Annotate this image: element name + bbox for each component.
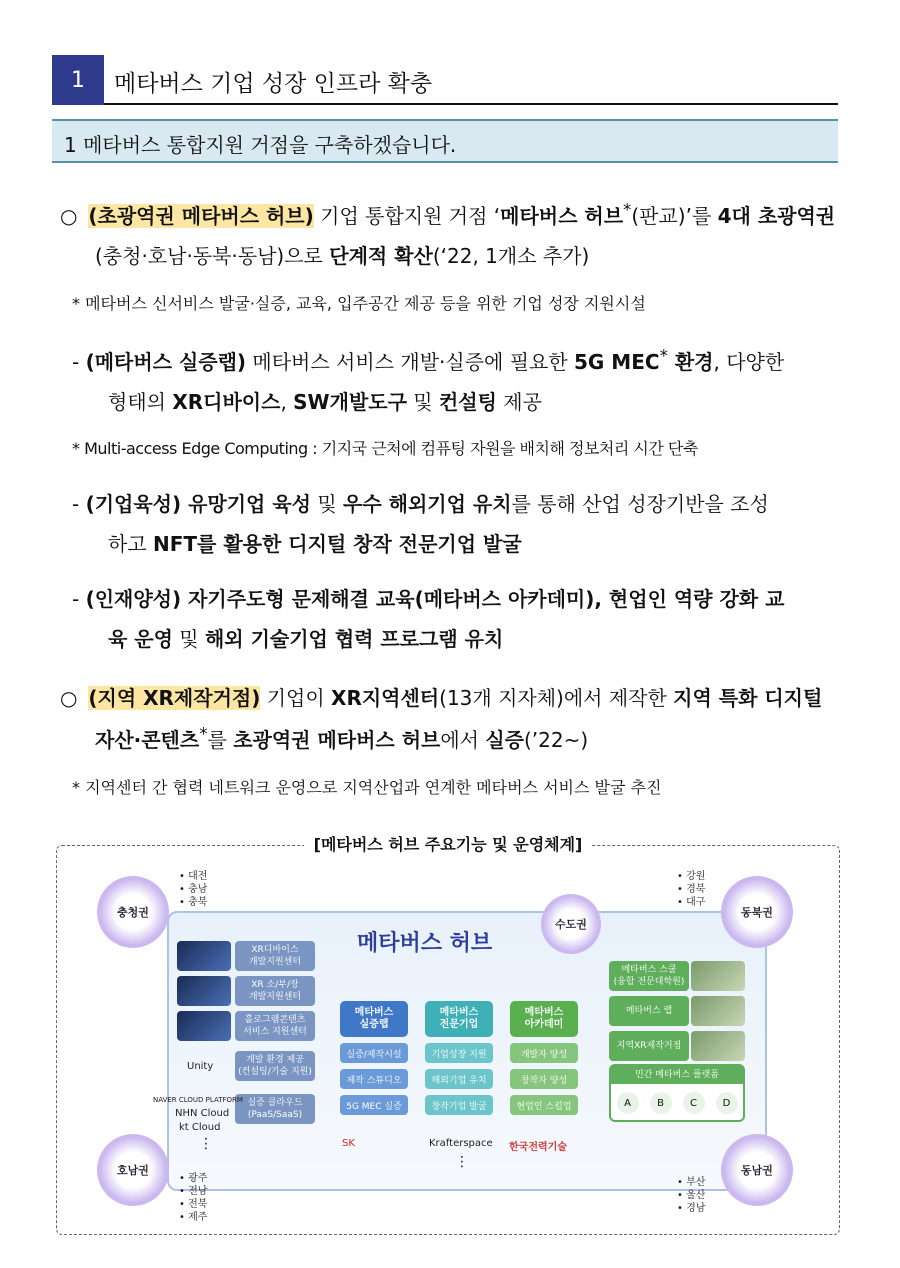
bold-text: 우수 해외기업 유치 [343,492,512,516]
dash-item-2-line-2 [108,528,522,557]
column-lab-item: 실증/제작시설 [340,1043,408,1063]
dash-item-2-line-1: - (기업육성) 유망기업 육성 및 우수 해외기업 유치를 통해 산업 성장기반을 조성 [72,492,769,516]
partner-unity: Unity [187,1061,214,1072]
hub-figure [56,835,840,1235]
region-list-dongnam: • 부산 • 울산 • 경남 [677,1177,706,1214]
partner-sk: SK [342,1138,355,1149]
ellipsis-left: ⋮ [199,1136,213,1152]
footnote-2: * Multi-access Edge Computing : 기지국 근처에 컴퓨팅 자원을 배치해 정보처리 시간 단축 [72,439,698,458]
text: 기업 통합지원 거점 ‘ [313,204,501,228]
text: 하고 [108,532,153,556]
platform-head: 민간 메타버스 플랫폼 [611,1066,743,1084]
platform-cell: D [716,1092,738,1114]
dash-item-3-line-2 [108,623,503,652]
paragraph-1-line-2 [95,240,589,269]
text: 를 통해 산업 성장기반을 조성 [511,492,769,516]
bold-text: (인재양성) 자기주도형 문제해결 교육 [85,587,415,611]
partner-nhn: NHN Cloud [175,1108,230,1119]
text: 기업이 [260,686,332,710]
bold-text: 해외 기술기업 협력 프로그램 유치 [204,627,504,651]
school-image [691,961,745,991]
bullet-circle-icon: ○ [60,686,78,710]
bold-text: SW개발도구 [293,390,407,414]
section-title: 메타버스 기업 성장 인프라 확충 [114,71,433,97]
column-companies-head: 메타버스 전문기업 [425,1001,493,1037]
dash-item-1-line-1: - (메타버스 실증랩) 메타버스 서비스 개발·실증에 필요한 5G MEC* 환경, 다양한 [72,346,785,374]
column-lab [340,1001,408,1115]
section-header [52,55,838,105]
text: 및 [172,627,205,651]
text: (충청·호남·동북·동남)으로 [95,244,330,268]
bold-text: , 현업인 역량 강화 교 [594,587,785,611]
bold-text: NFT를 활용한 디지털 창작 전문기업 발굴 [153,532,522,556]
column-companies-item: 기업성장 지원 [425,1043,493,1063]
paragraph-1-line-1: ○ (초광역권 메타버스 허브) 기업 통합지원 거점 ‘메타버스 허브*(판교)’를 4대 초광역권 [60,200,836,228]
bold-text: 4대 초광역권 [717,204,836,228]
platform-cell: C [683,1092,705,1114]
bold-text: 컨설팅 [438,390,497,414]
ellipsis-bottom: ⋮ [455,1154,469,1170]
paragraph-2-line-2: 자산·콘텐츠*를 초광역권 메타버스 허브에서 실증(’22~) [95,724,589,752]
bold-text: 육 운영 [108,627,173,651]
text: , [280,390,294,414]
bold-text: 초광역권 메타버스 허브 [233,728,441,752]
region-dongbuk: 동북권 [721,876,793,948]
text: 제공 [496,390,542,414]
dash-item-1-line-2 [108,386,542,415]
column-lab-head: 메타버스 실증랩 [340,1001,408,1037]
left-box-1: XR디바이스 개발지원센터 [235,941,315,971]
highlight-text: (초광역권 메타버스 허브) [88,204,314,228]
column-lab-item: 5G MEC 실증 [340,1095,408,1115]
region-sudo: 수도권 [541,894,601,954]
xr-parts-image [177,976,231,1006]
column-academy-head: 메타버스 아카데미 [510,1001,578,1037]
text: (판교)’를 [631,204,718,228]
footnote-1: * 메타버스 신서비스 발굴·실증, 교육, 입주공간 제공 등을 위한 기업 성장 지원시설 [72,294,646,313]
column-companies-item: 창작기업 발굴 [425,1095,493,1115]
bold-text: (기업육성) 유망기업 육성 [85,492,311,516]
text: 에서 [440,728,486,752]
column-companies-item: 해외기업 유치 [425,1069,493,1089]
text: (’22~) [524,728,589,752]
bold-text: (메타버스 실증랩) [85,350,247,374]
bold-text: 실증 [485,728,524,752]
platform-cell: A [617,1092,639,1114]
bold-text: 지역 특화 디지털 [673,686,823,710]
text: (13개 지자체)에서 제작한 [439,686,674,710]
bold-text: 메타버스 허브 [500,204,624,228]
text: , 다양한 [713,350,785,374]
region-dongnam: 동남권 [721,1134,793,1206]
subsection-header [52,119,838,163]
private-platform [609,1064,745,1122]
column-academy [510,1001,578,1115]
partner-naver: NAVER CLOUD PLATFORM [153,1096,243,1104]
region-chungcheong: 충청권 [97,876,169,948]
highlight-text: (지역 XR제작거점) [88,686,261,710]
right-box-3: 지역XR제작거점 [609,1031,689,1061]
lab-image [691,996,745,1026]
column-academy-item: 개발자 양성 [510,1043,578,1063]
bold-text: XR지역센터 [331,686,440,710]
xr-device-image [177,941,231,971]
text: 및 [311,492,344,516]
column-academy-item: 현업인 스킬업 [510,1095,578,1115]
platform-cell: B [650,1092,672,1114]
bold-text: 단계적 확산 [329,244,433,268]
region-list-honam: • 광주 • 전남 • 전북 • 제주 [179,1173,208,1223]
bold-text: 5G MEC [574,350,660,374]
right-box-1: 메타버스 스쿨 (융합 전문대학원) [609,961,689,991]
bullet-circle-icon: ○ [60,204,78,228]
partner-kepco: 한국전력기술 [509,1142,567,1153]
figure-caption: [메타버스 허브 주요기능 및 운영체계] [304,835,593,854]
bold-text: 자산·콘텐츠 [95,728,200,752]
left-box-2: XR 소/부/장 개발지원센터 [235,976,315,1006]
right-box-2: 메타버스 랩 [609,996,689,1026]
column-lab-item: 제작 스튜디오 [340,1069,408,1089]
text: 를 [207,728,234,752]
region-list-chungcheong: • 대전 • 충남 • 충북 [179,871,208,908]
region-list-dongbuk: • 강원 • 경북 • 대구 [677,871,706,908]
bold-text: (메타버스 아카데미) [414,587,595,611]
text: 및 [406,390,439,414]
left-box-4: 개발 환경 제공 (컨설팅/기술 지원) [235,1051,315,1081]
section-number: 1 [52,55,104,105]
region-honam: 호남권 [97,1134,169,1206]
figure-caption-wrapper [57,832,839,855]
text: (‘22, 1개소 추가) [432,244,590,268]
text: 메타버스 서비스 개발·실증에 필요한 [246,350,575,374]
partner-krafterspace: Krafterspace [429,1138,493,1149]
subsection-title: 1 메타버스 통합지원 거점을 구축하겠습니다. [64,133,457,157]
left-box-5: 실증 클라우드 (PaaS/SaaS) [235,1094,315,1124]
xr-center-image [691,1031,745,1061]
text: 형태의 [108,390,173,414]
partner-kt: kt Cloud [179,1122,221,1133]
paragraph-2-line-1 [60,682,822,711]
footnote-3: * 지역센터 간 협력 네트워크 운영으로 지역산업과 연계한 메타버스 서비스 발굴 추진 [72,778,662,797]
bold-text: XR디바이스 [172,390,281,414]
dash-item-3-line-1: - (인재양성) 자기주도형 문제해결 교육(메타버스 아카데미), 현업인 역량 강화 교 [72,587,785,611]
column-companies [425,1001,493,1115]
bold-text: 환경 [667,350,714,374]
left-box-3: 홀로그램콘텐츠 서비스 지원센터 [235,1011,315,1041]
column-academy-item: 창작자 양성 [510,1069,578,1089]
hologram-image [177,1011,231,1041]
hub-title: 메타버스 허브 [357,931,493,956]
